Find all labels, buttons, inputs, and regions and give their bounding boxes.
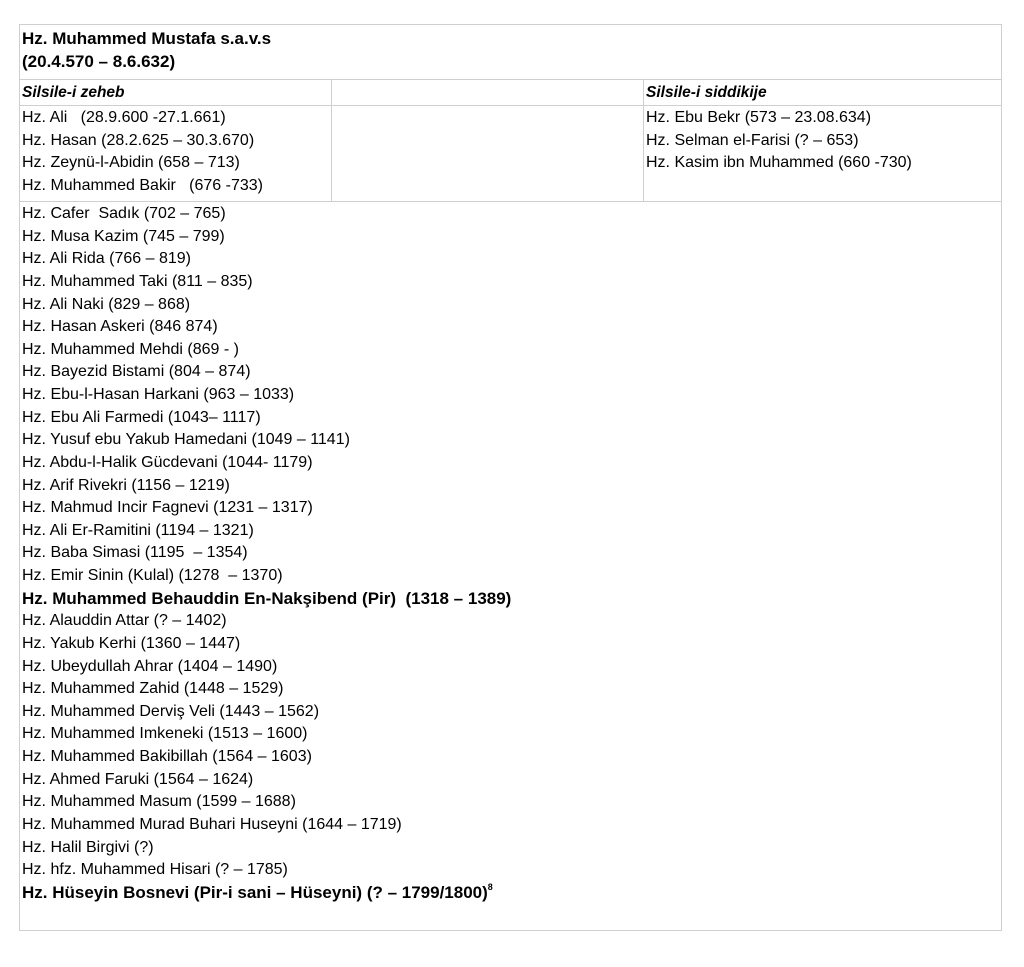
chain-item: Hz. Ebu-l-Hasan Harkani (963 – 1033) [22,386,295,403]
header-row [20,25,1002,80]
silsile-zeheb-label: Silsile-i zeheb [22,84,125,101]
chain-item: Hz. Cafer Sadık (702 – 765) [22,205,226,222]
list-item: Hz. Ebu Bekr (573 – 23.08.634) [646,109,872,126]
chain-item: Hz. Ali Er-Ramitini (1194 – 1321) [22,521,254,539]
chain-cell [20,202,1002,931]
header-cell [20,25,1002,80]
chain-item: Hz. Emir Sinin (Kulal) (1278 – 1370) [22,567,283,584]
branch-names-row [20,106,1002,202]
chain-item: Hz. Baba Simasi (1195 – 1354) [22,544,248,562]
list-item: Hz. Zeynü-l-Abidin (658 – 713) [22,154,240,172]
chain-item: Hz. Muhammed Derviş Veli (1443 – 1562) [22,702,320,720]
list-item: Hz. Selman el-Farisi (? – 653) [646,131,859,149]
chain-item: Hz. Alauddin Attar (? – 1402) [22,612,227,630]
prophet-name: Hz. Muhammed Mustafa s.a.v.s [22,29,272,48]
chain-item: Hz. Abdu-l-Halik Gücdevani (1044- 1179) [22,453,313,471]
chain-item: Hz. Muhammed Bakibillah (1564 – 1603) [22,748,312,765]
chain-item: Hz. Muhammed Murad Buhari Huseyni (1644 – 1719) [22,815,402,833]
chain-item: Hz. Ali Naki (829 – 868) [22,295,191,313]
silsile-table [19,24,1002,931]
chain-item: Hz. Hasan Askeri (846 874) [22,318,218,336]
footnote-marker[interactable]: 8 [487,881,493,892]
chain-item: Hz. Yakub Kerhi (1360 – 1447) [22,634,241,652]
last-entry-text: Hz. Hüseyin Bosnevi (Pir-i sani – Hüseyni) (? – 1799/1800) [22,882,488,902]
chain-row [20,202,1002,931]
chain-item: Hz. Muhammed Mehdi (869 - ) [22,340,239,358]
chain-item: Hz. Yusuf ebu Yakub Hamedani (1049 – 1141) [22,431,350,449]
chain-item: Hz. Bayezid Bistami (804 – 874) [22,363,251,381]
column-label-row [20,80,1002,106]
chain-item: Hz. hfz. Muhammed Hisari (? – 1785) [22,861,288,879]
chain-item: Hz. Mahmud Incir Fagnevi (1231 – 1317) [22,499,313,517]
chain-item: Hz. Ahmed Faruki (1564 – 1624) [22,770,254,788]
chain-item: Hz. Muhammed Masum (1599 – 1688) [22,793,296,811]
left-names-cell [20,106,332,202]
chain-item: Hz. Muhammed Zahid (1448 – 1529) [22,680,284,698]
right-column-label-cell [644,80,1002,106]
list-item: Hz. Kasim ibn Muhammed (660 -730) [646,154,912,172]
list-item: Hz. Ali (28.9.600 -27.1.661) [22,109,226,126]
right-names-cell [644,106,1002,202]
chain-list [22,203,1001,882]
list-item: Hz. Muhammed Bakir (676 -733) [22,176,263,194]
left-column-label-cell [20,80,332,106]
last-entry [22,882,1001,905]
chain-item: Hz. Ebu Ali Farmedi (1043– 1117) [22,408,261,426]
middle-empty-cell [332,106,644,202]
prophet-dates: (20.4.570 – 8.6.632) [22,52,176,71]
chain-item: Hz. Arif Rivekri (1156 – 1219) [22,476,230,494]
list-item: Hz. Hasan (28.2.625 – 30.3.670) [22,131,255,149]
chain-item-highlighted: Hz. Muhammed Behauddin En-Nakşibend (Pir) (1318 – 1389) [22,588,512,608]
chain-item: Hz. Halil Birgivi (?) [22,838,154,856]
chain-item: Hz. Muhammed Taki (811 – 835) [22,272,253,290]
middle-column-label-cell [332,80,644,106]
chain-item: Hz. Ubeydullah Ahrar (1404 – 1490) [22,657,278,675]
chain-item: Hz. Ali Rida (766 – 819) [22,250,191,268]
chain-item: Hz. Musa Kazim (745 – 799) [22,227,225,245]
chain-item: Hz. Muhammed Imkeneki (1513 – 1600) [22,725,308,743]
silsile-siddikije-label: Silsile-i siddikije [646,84,767,101]
